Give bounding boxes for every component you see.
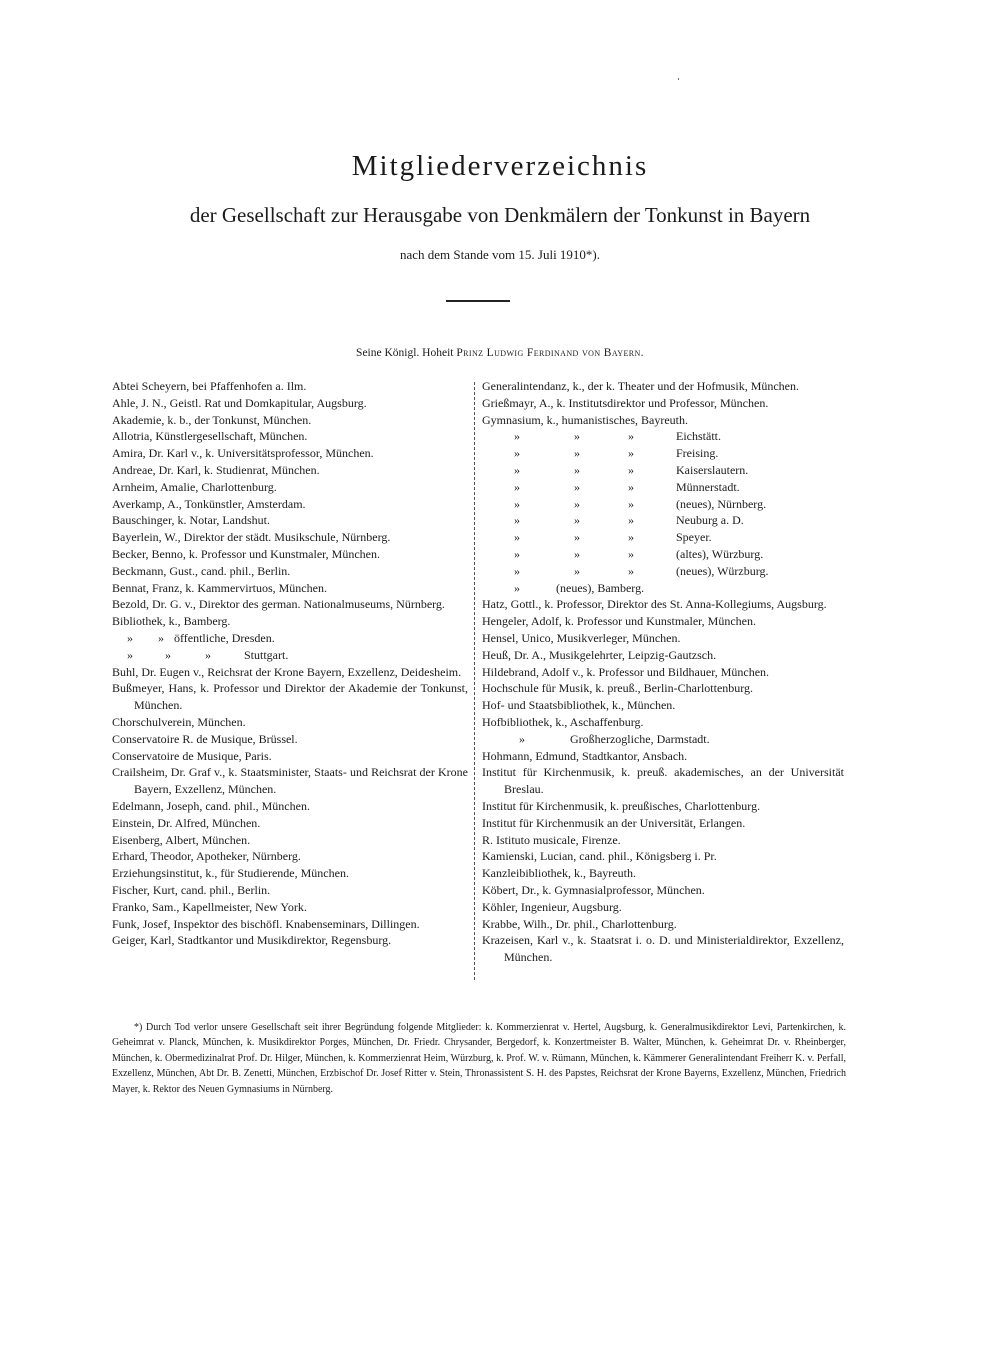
list-item: Hatz, Gottl., k. Professor, Direktor des St. Anna-Kollegiums, Augsburg. bbox=[482, 597, 827, 612]
list-item: Institut für Kirchenmusik an der Universität, Erlangen. bbox=[482, 815, 746, 830]
list-item-ditto bbox=[112, 630, 468, 647]
ditto-mark: » bbox=[127, 630, 133, 645]
scan-speck bbox=[678, 78, 679, 80]
ditto-mark: » bbox=[514, 580, 520, 595]
list-item-text: (altes), Würzburg. bbox=[676, 546, 764, 561]
list-item: Grießmayr, A., k. Institutsdirektor und Professor, München. bbox=[482, 395, 769, 410]
patron-prefix: Seine Königl. Hoheit bbox=[356, 347, 454, 359]
ditto-mark: » bbox=[628, 496, 634, 511]
list-item: Andreae, Dr. Karl, k. Studienrat, München. bbox=[112, 462, 320, 477]
list-item: Einstein, Dr. Alfred, München. bbox=[112, 815, 261, 830]
list-item: Erhard, Theodor, Apotheker, Nürnberg. bbox=[112, 849, 301, 864]
list-item: Bayerlein, W., Direktor der städt. Musikschule, Nürnberg. bbox=[112, 530, 391, 545]
list-item: Conservatoire de Musique, Paris. bbox=[112, 748, 272, 763]
list-item-ditto bbox=[482, 529, 844, 546]
list-item: Gymnasium, k., humanistisches, Bayreuth. bbox=[482, 412, 688, 427]
ditto-mark: » bbox=[574, 513, 580, 528]
patron-line bbox=[0, 347, 1000, 359]
ditto-mark: » bbox=[628, 513, 634, 528]
list-item: Beckmann, Gust., cand. phil., Berlin. bbox=[112, 563, 291, 578]
list-item: Crailsheim, Dr. Graf v., k. Staatsminister, Staats- und Reichsrat der Krone Bayern, Exzellenz, München. bbox=[112, 765, 468, 797]
list-item: Generalintendanz, k., der k. Theater und der Hofmusik, München. bbox=[482, 379, 800, 393]
ditto-mark: » bbox=[628, 563, 634, 578]
list-item: Kamienski, Lucian, cand. phil., Königsberg i. Pr. bbox=[482, 849, 717, 864]
ditto-mark: » bbox=[514, 429, 520, 444]
list-item: Institut für Kirchenmusik, k. preußisches, Charlottenburg. bbox=[482, 798, 761, 813]
list-item-ditto bbox=[482, 512, 844, 529]
list-item-ditto bbox=[112, 647, 468, 664]
list-item: Buhl, Dr. Eugen v., Reichsrat der Krone Bayern, Exzellenz, Deidesheim. bbox=[112, 664, 462, 679]
list-item: Köbert, Dr., k. Gymnasialprofessor, München. bbox=[482, 882, 705, 897]
list-item: Hof- und Staatsbibliothek, k., München. bbox=[482, 698, 676, 713]
list-item: Bezold, Dr. G. v., Direktor des german. Nationalmuseums, Nürnberg. bbox=[112, 597, 445, 612]
list-item: Institut für Kirchenmusik, k. preuß. akademisches, an der Universität Breslau. bbox=[482, 765, 844, 797]
list-item: Akademie, k. b., der Tonkunst, München. bbox=[112, 412, 312, 427]
ditto-mark: » bbox=[514, 446, 520, 461]
list-item: Eisenberg, Albert, München. bbox=[112, 832, 251, 847]
ditto-mark: » bbox=[574, 479, 580, 494]
list-item: Köhler, Ingenieur, Augsburg. bbox=[482, 899, 622, 914]
list-item: Averkamp, A., Tonkünstler, Amsterdam. bbox=[112, 496, 306, 511]
list-item: Krabbe, Wilh., Dr. phil., Charlottenburg. bbox=[482, 916, 677, 931]
ditto-mark: » bbox=[165, 647, 171, 662]
ditto-mark: » bbox=[514, 462, 520, 477]
list-item: Heuß, Dr. A., Musikgelehrter, Leipzig-Gautzsch. bbox=[482, 647, 717, 662]
list-item-text: Speyer. bbox=[676, 530, 712, 545]
list-item-text: Münnerstadt. bbox=[676, 479, 740, 494]
list-item-ditto bbox=[482, 462, 844, 479]
ditto-mark: » bbox=[205, 647, 211, 662]
list-item-text: (neues), Würzburg. bbox=[676, 563, 769, 578]
list-item: Funk, Josef, Inspektor des bischöfl. Knabenseminars, Dillingen. bbox=[112, 916, 420, 931]
footnote: *) Durch Tod verlor unsere Gesellschaft seit ihrer Begründung folgende Mitglieder: k. Kommerzienrat v. Hertel, Augsburg, k. Generalmusikdirektor Levi, Partenkirchen, k. Geheimrat v. Planck, München, k. Musikdirektor Porges, München, Dr. Friedr. Chrysander, Bergedorf, k. Konzertmeister B. Walter, München, k. Geheimrat Dr. v. Rheinberger, München, k. Obermedizinalrat Prof. Dr. Hilger, München, k. Kommerzienrat Heim, Würzburg, k. Prof. W. v. Rümann, München, k. Kämmerer Generalintendant Freiherr K. v. Perfall, Exzellenz, München, Abt Dr. B. Zenetti, München, Erzbischof Dr. Josef Ritter v. Stein, Thronassistent S. H. des Papstes, Reichsrat der Krone Bayerns, Exzellenz, München, Friedrich Mayer, k. Rektor des Neuen Gymnasiums in Nürnberg. bbox=[112, 1022, 846, 1095]
ditto-mark: » bbox=[628, 546, 634, 561]
ditto-mark: » bbox=[514, 496, 520, 511]
ditto-mark: » bbox=[628, 530, 634, 545]
list-item: R. Istituto musicale, Firenze. bbox=[482, 832, 621, 847]
page-subtitle: der Gesellschaft zur Herausgabe von Denkmälern der Tonkunst in Bayern bbox=[189, 203, 811, 227]
ditto-mark: » bbox=[574, 496, 580, 511]
list-item-text: Großherzogliche, Darmstadt. bbox=[570, 731, 710, 746]
column-divider bbox=[474, 382, 476, 980]
list-item: Allotria, Künstlergesellschaft, München. bbox=[112, 429, 308, 444]
list-item-text: öffentliche, Dresden. bbox=[174, 630, 275, 645]
list-item: Erziehungsinstitut, k., für Studierende, München. bbox=[112, 866, 349, 881]
list-item: Conservatoire R. de Musique, Brüssel. bbox=[112, 731, 298, 746]
ditto-mark: » bbox=[628, 429, 634, 444]
list-item-text: (neues), Bamberg. bbox=[556, 580, 645, 595]
list-item: Fischer, Kurt, cand. phil., Berlin. bbox=[112, 882, 271, 897]
list-item-text: Eichstätt. bbox=[676, 429, 721, 444]
list-item: Chorschulverein, München. bbox=[112, 714, 246, 729]
list-item-ditto bbox=[482, 731, 844, 748]
ditto-mark: » bbox=[574, 530, 580, 545]
list-item-text: Neuburg a. D. bbox=[676, 513, 744, 528]
ditto-mark: » bbox=[628, 446, 634, 461]
list-item: Abtei Scheyern, bei Pfaffenhofen a. Ilm. bbox=[112, 379, 307, 393]
date-line: nach dem Stande vom 15. Juli 1910*). bbox=[399, 247, 601, 262]
page-title: Mitgliederverzeichnis bbox=[351, 150, 649, 182]
list-item-ditto bbox=[482, 580, 844, 597]
ditto-mark: » bbox=[514, 546, 520, 561]
list-item: Kanzleibibliothek, k., Bayreuth. bbox=[482, 866, 636, 881]
list-item: Bußmeyer, Hans, k. Professor und Direktor der Akademie der Tonkunst, München. bbox=[112, 681, 468, 713]
list-item-text: (neues), Nürnberg. bbox=[676, 496, 767, 511]
list-item-ditto bbox=[482, 445, 844, 462]
ditto-mark: » bbox=[574, 429, 580, 444]
list-item: Krazeisen, Karl v., k. Staatsrat i. o. D. und Ministerialdirektor, Exzellenz, München. bbox=[482, 933, 844, 965]
ditto-mark: » bbox=[628, 462, 634, 477]
list-item-text: Stuttgart. bbox=[244, 647, 289, 662]
ditto-mark: » bbox=[574, 546, 580, 561]
list-item: Ahle, J. N., Geistl. Rat und Domkapitular, Augsburg. bbox=[112, 395, 367, 410]
member-list-left bbox=[112, 378, 468, 949]
ditto-mark: » bbox=[514, 479, 520, 494]
list-item-ditto bbox=[482, 479, 844, 496]
ditto-mark: » bbox=[628, 479, 634, 494]
member-list-right bbox=[482, 378, 844, 966]
list-item: Edelmann, Joseph, cand. phil., München. bbox=[112, 798, 310, 813]
list-item-text: Freising. bbox=[676, 446, 719, 461]
patron-name: Prinz Ludwig Ferdinand von Bayern. bbox=[456, 347, 644, 359]
list-item: Bibliothek, k., Bamberg. bbox=[112, 614, 231, 629]
ditto-mark: » bbox=[574, 563, 580, 578]
list-item-ditto bbox=[482, 546, 844, 563]
list-item: Hochschule für Musik, k. preuß., Berlin-Charlottenburg. bbox=[482, 681, 754, 696]
list-item: Arnheim, Amalie, Charlottenburg. bbox=[112, 479, 277, 494]
ditto-mark: » bbox=[158, 630, 164, 645]
list-item: Hengeler, Adolf, k. Professor und Kunstmaler, München. bbox=[482, 614, 756, 629]
list-item: Becker, Benno, k. Professor und Kunstmaler, München. bbox=[112, 546, 380, 561]
ornament-rule bbox=[446, 300, 510, 302]
ditto-mark: » bbox=[574, 462, 580, 477]
ditto-mark: » bbox=[514, 513, 520, 528]
list-item: Hohmann, Edmund, Stadtkantor, Ansbach. bbox=[482, 748, 688, 763]
list-item-ditto bbox=[482, 428, 844, 445]
list-item-ditto bbox=[482, 496, 844, 513]
ditto-mark: » bbox=[519, 731, 525, 746]
ditto-mark: » bbox=[574, 446, 580, 461]
list-item: Franko, Sam., Kapellmeister, New York. bbox=[112, 899, 307, 914]
list-item: Hofbibliothek, k., Aschaffenburg. bbox=[482, 714, 644, 729]
ditto-mark: » bbox=[514, 530, 520, 545]
list-item: Bauschinger, k. Notar, Landshut. bbox=[112, 513, 271, 528]
ditto-mark: » bbox=[127, 647, 133, 662]
list-item: Hildebrand, Adolf v., k. Professor und Bildhauer, München. bbox=[482, 664, 770, 679]
list-item: Geiger, Karl, Stadtkantor und Musikdirektor, Regensburg. bbox=[112, 933, 392, 948]
list-item: Bennat, Franz, k. Kammervirtuos, München. bbox=[112, 580, 327, 595]
list-item: Hensel, Unico, Musikverleger, München. bbox=[482, 630, 681, 645]
list-item-ditto bbox=[482, 563, 844, 580]
ditto-mark: » bbox=[514, 563, 520, 578]
list-item: Amira, Dr. Karl v., k. Universitätsprofessor, München. bbox=[112, 446, 374, 461]
list-item-text: Kaiserslautern. bbox=[676, 462, 749, 477]
